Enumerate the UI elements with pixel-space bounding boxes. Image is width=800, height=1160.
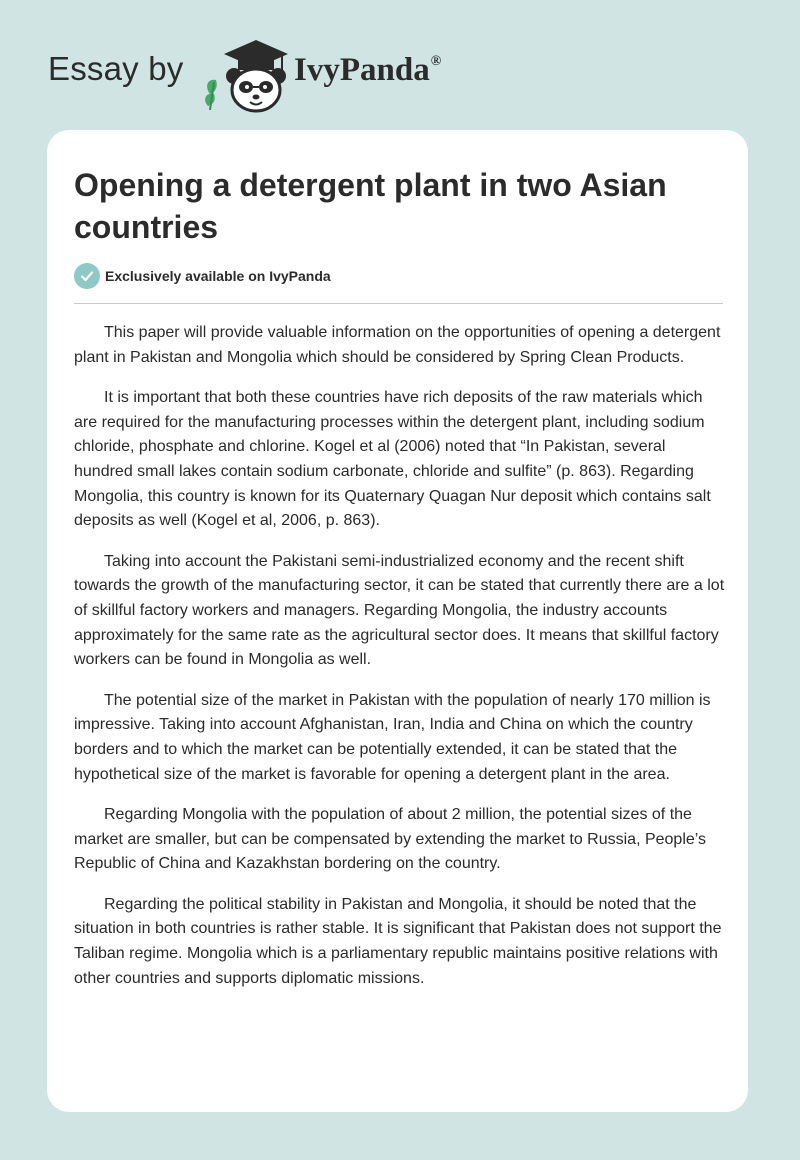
paragraph: It is important that both these countries have rich deposits of the raw materials which are required for the manufacturing processes within the detergent plant, including sodium chloride, phosphate and chlorine. Kogel et al (2006) noted that “In Pakistan, several hundred small lakes contain sodium carbonate, chloride and sulfite” (p. 863). Regarding Mongolia, this country is known for its Quaternary Quagan Nur deposit which contains salt deposits as well (Kogel et al, 2006, p. 863). — [74, 389, 711, 530]
exclusive-badge-label: Exclusively available on IvyPanda — [105, 268, 331, 284]
paragraph: Regarding Mongolia with the population of about 2 million, the potential sizes of the market are smaller, but can be compensated by extending the market to Russia, People’s Republic of China and Kazakhstan bordering on the country. — [74, 806, 707, 873]
paragraph: The potential size of the market in Pakistan with the population of nearly 170 million is impressive. Taking into account Afghanistan, Iran, India and China on which the country borders and to which the market can be potentially extended, it can be stated that the hypothetical size of the market is favorable for opening a detergent plant in the area. — [74, 691, 711, 783]
site-header — [48, 28, 548, 118]
paragraph: Regarding the political stability in Pakistan and Mongolia, it should be noted that the situation in both countries is rather stable. It is significant that Pakistan does not support the Taliban regime. Mongolia which is a parliamentary republic maintains positive relations with other countries and supports diplomatic missions. — [74, 895, 722, 987]
check-icon — [74, 263, 100, 289]
essay-by-label: Essay by — [48, 50, 184, 87]
essay-body — [74, 321, 726, 1007]
brand-name: IvyPanda — [294, 52, 430, 88]
brand-logo-text[interactable] — [294, 52, 441, 89]
leaf-icon — [205, 80, 217, 110]
page-title: Opening a detergent plant in two Asian countries — [74, 167, 667, 245]
paragraph: This paper will provide valuable information on the opportunities of opening a detergent plant in Pakistan and Mongolia which should be considered by Spring Clean Products. — [74, 324, 721, 366]
divider — [74, 303, 723, 304]
paragraph: Taking into account the Pakistani semi-industrialized economy and the recent shift towards the growth of the manufacturing sector, it can be stated that currently there are a lot of skillful factory workers and managers. Regarding Mongolia, the industry accounts approximately for the same rate as the agricultural sector does. It means that skillful factory workers can be found in Mongolia as well. — [74, 552, 725, 669]
panda-graduate-logo-icon[interactable] — [200, 34, 292, 114]
registered-mark: ® — [430, 54, 442, 69]
essay-card — [47, 130, 748, 1112]
exclusive-badge — [74, 263, 331, 289]
